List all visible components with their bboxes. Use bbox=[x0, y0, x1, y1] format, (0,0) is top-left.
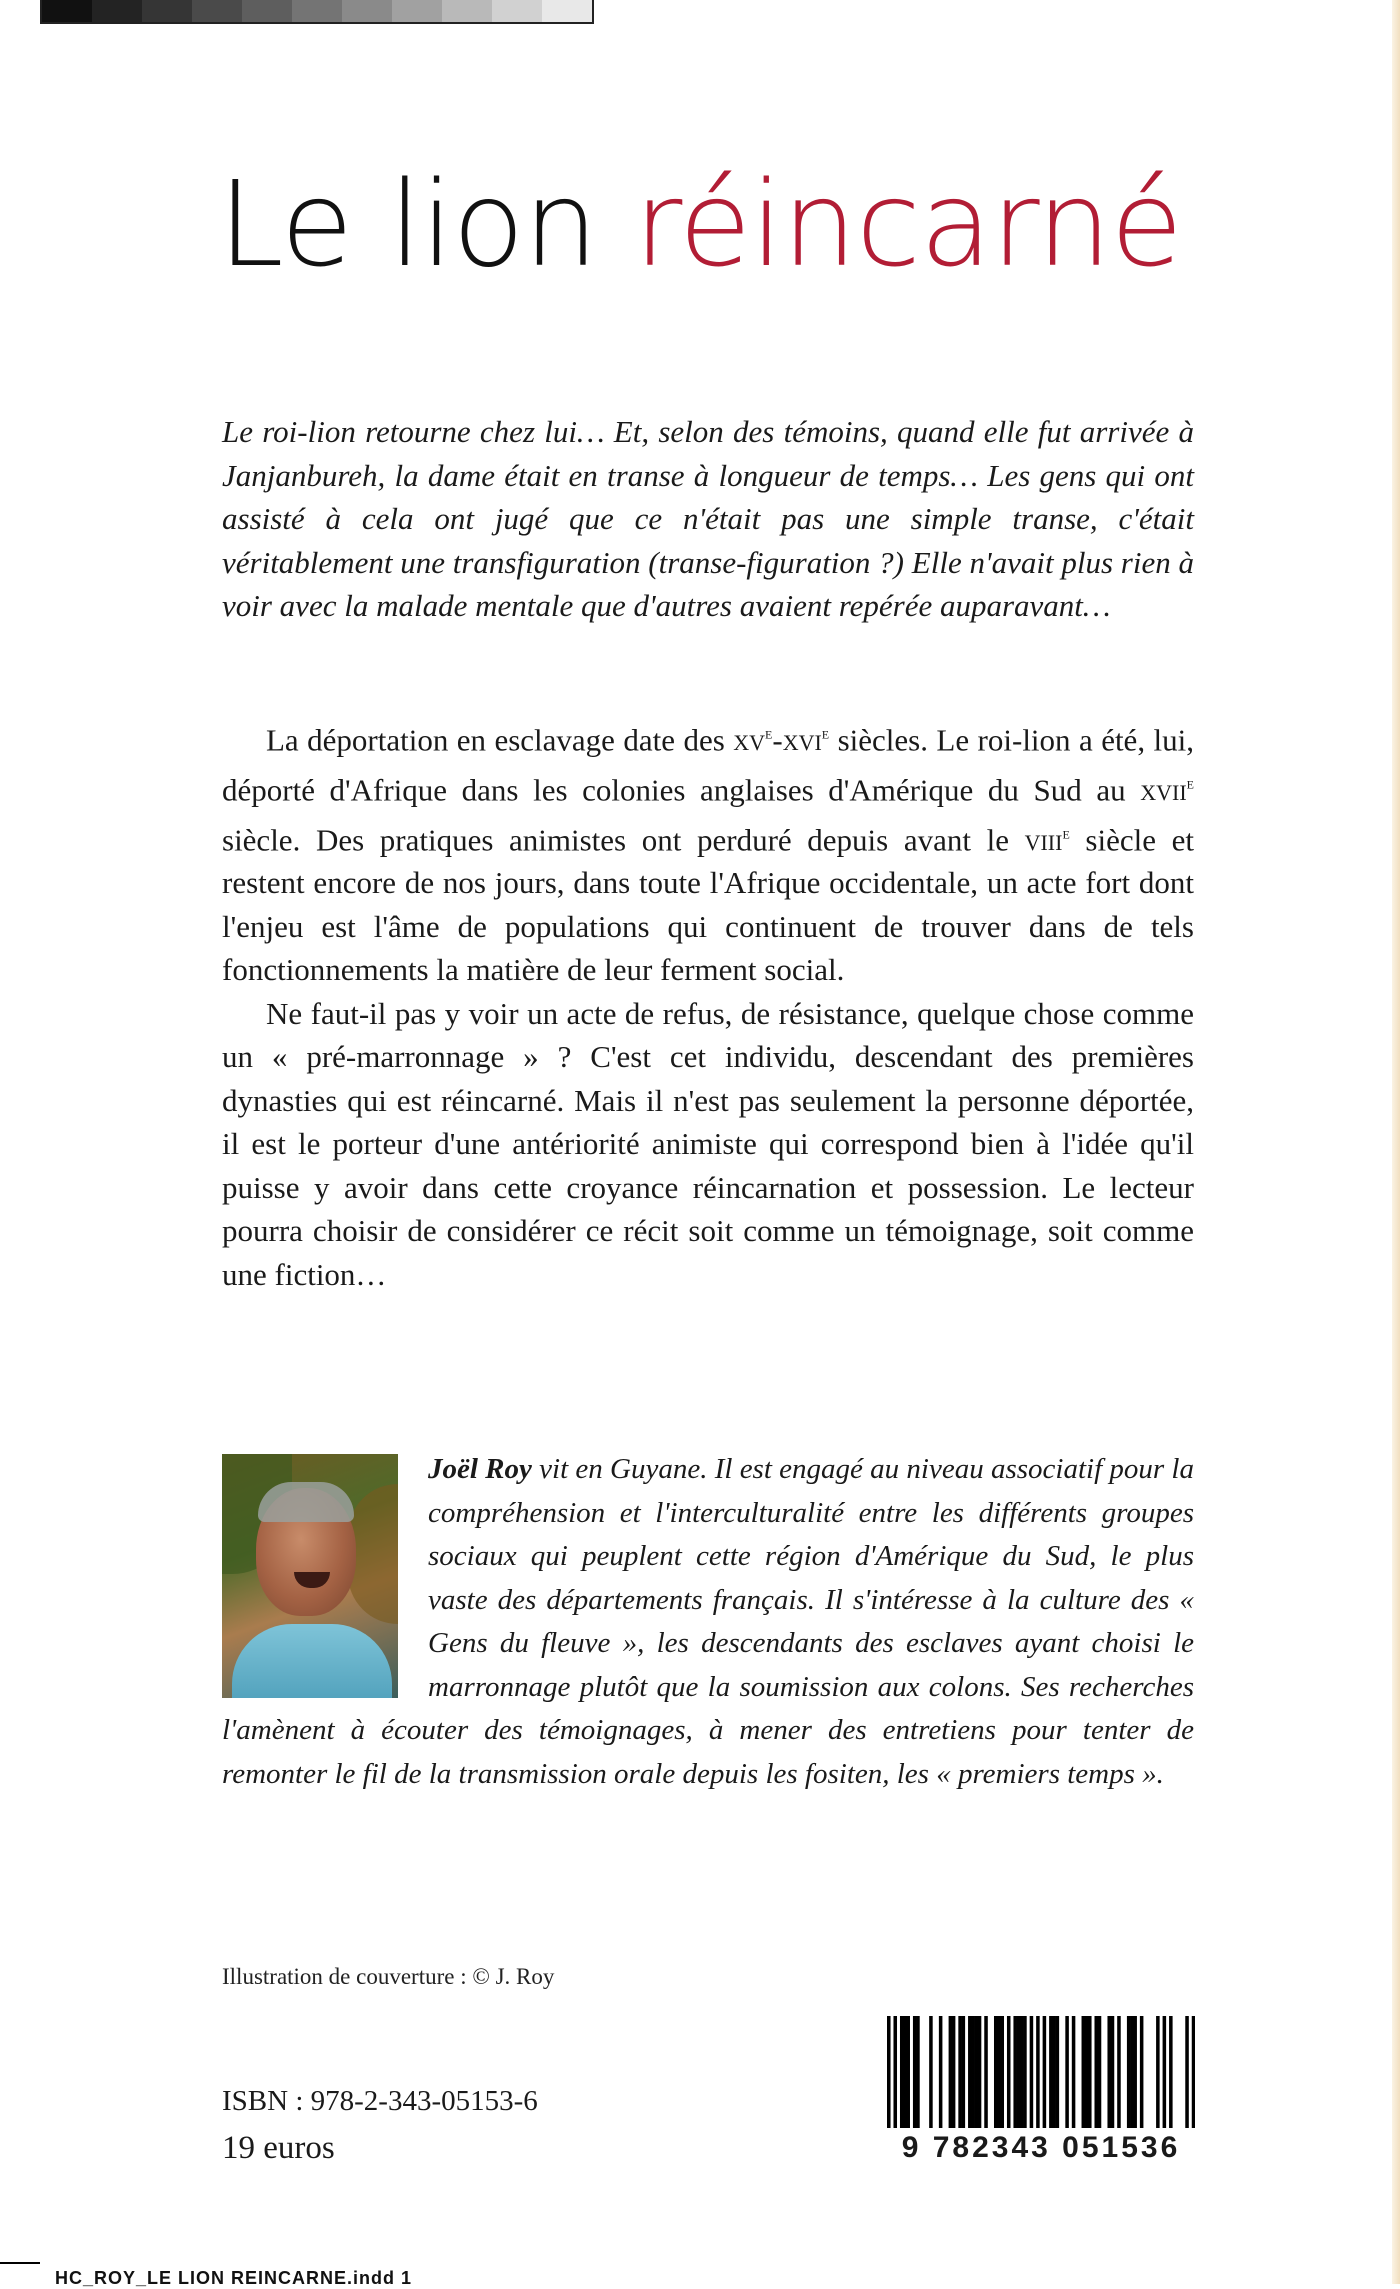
calibration-swatch bbox=[142, 0, 192, 22]
calibration-swatch bbox=[242, 0, 292, 22]
barcode-bar bbox=[997, 2016, 1001, 2132]
p1-text-b: siècles. Le roi-lion a été, lui, déporté d'Afrique dans les colonies anglaises d'Amérique du Sud au bbox=[222, 722, 1194, 808]
barcode-bar bbox=[1140, 2016, 1144, 2132]
barcode-bar bbox=[1117, 2016, 1121, 2132]
print-slug: HC_ROY_LE LION REINCARNE.indd 1 bbox=[55, 2268, 413, 2288]
synopsis-paragraph-1 bbox=[222, 712, 1194, 992]
century-xv-sup: e bbox=[765, 724, 773, 743]
barcode-bar bbox=[1023, 2016, 1027, 2132]
barcode-bar bbox=[916, 2016, 920, 2132]
isbn: ISBN : 978-2-343-05153-6 bbox=[222, 2085, 538, 2117]
century-xvi-text: xvi bbox=[782, 722, 822, 758]
calibration-swatch bbox=[492, 0, 542, 22]
century-viii-sup: e bbox=[1062, 823, 1070, 843]
synopsis bbox=[222, 712, 1194, 1296]
barcode-bar bbox=[1017, 2016, 1021, 2132]
synopsis-paragraph-2: Ne faut-il pas y voir un acte de refus, de résistance, quelque chose comme un « pré-marronnage » ? C'est cet individu, descendant des premières dynasties qui est réincarné. Mais il n'est pas seulement la personne déportée, il est le porteur d'une antériorité animiste qui correspond bien à l'idée qu'il puisse y avoir dans cette croyance réincarnation et possession. Le lecteur pourra choisir de considérer ce récit soit comme un témoignage, soit comme une fiction… bbox=[222, 995, 1194, 1292]
barcode-bar bbox=[1088, 2016, 1092, 2132]
century-xvii-text: xvii bbox=[1140, 772, 1187, 808]
author-photo bbox=[222, 1454, 398, 1698]
century-xv-text: xv bbox=[733, 722, 766, 758]
barcode-bar bbox=[1043, 2016, 1047, 2132]
century-xv bbox=[733, 722, 772, 757]
barcode-bar bbox=[1013, 2016, 1017, 2132]
barcode-bar bbox=[1111, 2016, 1115, 2132]
barcode-bar bbox=[903, 2016, 907, 2132]
p1-text-a: La déportation en esclavage date des bbox=[266, 722, 734, 758]
barcode-bar bbox=[994, 2016, 998, 2132]
grayscale-calibration-strip bbox=[40, 0, 594, 24]
calibration-swatch bbox=[542, 0, 592, 22]
barcode-bar bbox=[978, 2016, 982, 2132]
barcode-bar bbox=[1065, 2016, 1069, 2132]
author-bio-block bbox=[222, 1448, 1194, 1796]
p1-text-c: siècle. Des pratiques animistes ont perduré depuis avant le bbox=[222, 821, 1025, 857]
barcode-bar bbox=[1098, 2016, 1102, 2132]
cover-credit: Illustration de couverture : © J. Roy bbox=[222, 1964, 555, 1989]
title-part-2: réincarné bbox=[633, 155, 1182, 293]
barcode-bar bbox=[929, 2016, 933, 2132]
teaser-excerpt: Le roi-lion retourne chez lui… Et, selon des témoins, quand elle fut arrivée à Janjanbureh, la dame était en transe à longueur de temps… Les gens qui ont assisté à cela ont jugé que ce n'était pas une simple transe, c'était véritablement une transfiguration (transe-figuration ?) Elle n'avait plus rien à voir avec la malade mentale que d'autres avaient repérée auparavant… bbox=[222, 414, 1194, 623]
crop-mark bbox=[0, 2262, 40, 2264]
barcode-bar bbox=[1169, 2016, 1173, 2132]
barcode-bar bbox=[1127, 2016, 1131, 2132]
barcode-bar bbox=[906, 2016, 910, 2132]
barcode-bar bbox=[1000, 2016, 1004, 2132]
p1-text-d: siècle et restent encore de nos jours, dans toute l'Afrique occidentale, un acte fort dont l'enjeu est l'âme de populations qui continuent de trouver dans de tels fonctionnements la matière de leur ferment social. bbox=[222, 821, 1194, 988]
author-name: Joël Roy bbox=[428, 1453, 532, 1485]
calibration-swatch bbox=[342, 0, 392, 22]
calibration-swatch bbox=[392, 0, 442, 22]
calibration-swatch bbox=[42, 0, 92, 22]
title-part-1: Le lion bbox=[218, 155, 598, 293]
barcode-bar bbox=[1107, 2016, 1111, 2132]
barcode-bar bbox=[984, 2016, 988, 2132]
century-viii-text: viii bbox=[1024, 821, 1063, 857]
barcode-bar bbox=[900, 2016, 904, 2132]
barcode-bar bbox=[958, 2016, 962, 2132]
price: 19 euros bbox=[222, 2130, 335, 2166]
barcode-bar bbox=[1133, 2016, 1137, 2132]
barcode-bar bbox=[1056, 2016, 1060, 2132]
barcode-bar bbox=[1036, 2016, 1040, 2132]
page-edge bbox=[1392, 0, 1400, 2284]
barcode-bar bbox=[1049, 2016, 1053, 2132]
barcode-bar bbox=[939, 2016, 943, 2132]
barcode-bar bbox=[949, 2016, 953, 2132]
barcode-number: 9 782343 051536 bbox=[887, 2128, 1195, 2168]
calibration-swatch bbox=[192, 0, 242, 22]
barcode-bar bbox=[893, 2016, 897, 2132]
book-title bbox=[0, 155, 1400, 293]
barcode-bar bbox=[1130, 2016, 1134, 2132]
barcode-bar bbox=[1030, 2016, 1034, 2132]
barcode-bar bbox=[887, 2016, 891, 2132]
barcode-bar bbox=[913, 2016, 917, 2132]
century-xvii bbox=[1140, 772, 1194, 807]
barcode-bar bbox=[1094, 2016, 1098, 2132]
barcode-bar bbox=[1072, 2016, 1076, 2132]
barcode-bar bbox=[1156, 2016, 1160, 2132]
calibration-swatch bbox=[292, 0, 342, 22]
barcode-bar bbox=[1192, 2016, 1195, 2132]
century-xvi-sup: e bbox=[821, 724, 830, 743]
barcode-bar bbox=[952, 2016, 956, 2132]
barcode-bar bbox=[1185, 2016, 1189, 2132]
barcode bbox=[887, 2016, 1195, 2168]
barcode-bar bbox=[1082, 2016, 1086, 2132]
barcode-bar bbox=[1007, 2016, 1011, 2132]
barcode-bar bbox=[1163, 2016, 1167, 2132]
barcode-bar bbox=[975, 2016, 979, 2132]
century-xvii-sup: e bbox=[1186, 773, 1194, 793]
barcode-bar bbox=[1085, 2016, 1089, 2132]
calibration-swatch bbox=[442, 0, 492, 22]
barcode-bar bbox=[1020, 2016, 1024, 2132]
calibration-swatch bbox=[92, 0, 142, 22]
barcode-bars bbox=[887, 2016, 1195, 2132]
barcode-bar bbox=[962, 2016, 966, 2132]
author-bio: vit en Guyane. Il est engagé au niveau associatif pour la compréhension et l'interculturalité entre les différents groupes sociaux qui peuplent cette région d'Amérique du Sud, le plus vaste des départements français. Il s'intéresse à la culture des « Gens du fleuve », les descendants des esclaves ayant choisi le marronnage plutôt que la soumission aux colons. Ses recherches l'amènent à écouter des témoignages, à mener des entretiens pour tenter de remonter le fil de la transmission orale depuis les fositen, les « premiers temps ». bbox=[222, 1453, 1194, 1790]
century-viii bbox=[1025, 822, 1070, 857]
barcode-bar bbox=[968, 2016, 972, 2132]
barcode-bar bbox=[1052, 2016, 1056, 2132]
century-xvi bbox=[783, 722, 829, 757]
century-sep: - bbox=[772, 722, 783, 758]
barcode-bar bbox=[971, 2016, 975, 2132]
